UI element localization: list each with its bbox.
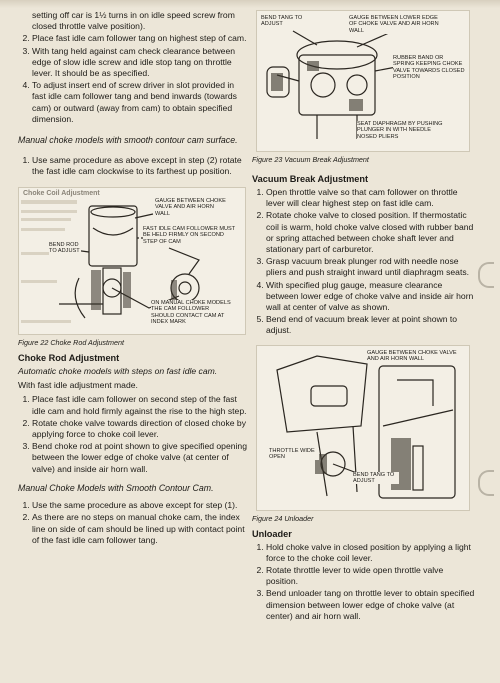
list-item: 2. Place fast idle cam follower tang on highest step of cam. [32,33,250,44]
choke-rod-heading: Choke Rod Adjustment [18,352,120,363]
unloader-steps [252,542,477,622]
faded-background-heading: Choke Coil Adjustment [23,189,100,197]
list-item: 1. Use the same procedure as above except for step (1). [32,500,250,511]
vacuum-break-heading: Vacuum Break Adjustment [252,174,369,184]
callout-gauge: GAUGE BETWEEN CHOKE VALVE AND AIR HORN WALL [367,350,467,363]
list-item: 4. To adjust insert end of screw driver in slot provided in fast idle cam follower tang and bend inwards (towards cam) or outward (away from cam) to obtain specified dimension. [32,80,250,125]
list-item: 3. Bend unloader tang on throttle lever to obtain specified dimension between lower edge of choke valve (at center) and air horn wall. [266,588,477,622]
figure-24 [256,345,470,511]
callout-manual-choke: ON MANUAL CHOKE MODELS THE CAM FOLLOWER SHOULD CONTACT CAM AT INDEX MARK [151,299,231,326]
manual-smooth-steps [18,500,250,546]
callout-gauge: GAUGE BETWEEN CHOKE VALVE AND AIR HORN WALL [155,197,226,217]
vacuum-break-steps [252,187,477,337]
list-item: 3. With tang held against cam check clearance between edge of slow idle screw and idle stop tang on throttle lever. It should be as specified. [32,46,250,80]
binder-hole-top [478,262,494,288]
callout-fast-idle: FAST IDLE CAM FOLLOWER MUST BE HELD FIRMLY ON SECOND STEP OF CAM [143,226,239,245]
right-column [252,10,477,623]
list-item: 1. Hold choke valve in closed position by applying a light force to the choke coil lever. [266,542,477,564]
callout-bend-tang: BEND TANG TO ADJUST [261,15,325,28]
callout-rubber-band: RUBBER BAND OR SPRING KEEPING CHOKE VALVE TOWARDS CLOSED POSITION [393,55,465,81]
choke-rod-subheading: Automatic choke models with steps on fast idle cam. [18,365,218,376]
figure-24-caption: Figure 24 Unloader [252,513,314,523]
choke-rod-steps [18,394,250,474]
callout-gauge: GAUGE BETWEEN LOWER EDGE OF CHOKE VALVE AND AIR HORN WALL [349,15,445,34]
list-item: 1. Open throttle valve so that cam follower on throttle lever will clear highest step on fast idle cam. [266,187,477,209]
list-item: 2. Rotate choke valve to closed position. If thermostatic coil is warm, hold choke valve closed with rubber band or spring attached between choke shaft lever and stationary part of carburetor. [266,210,477,255]
manual-smooth-heading: Manual Choke Models with Smooth Contour Cam. [18,482,214,493]
fast-idle-steps [18,33,250,125]
list-item-continuation: setting off car is 1½ turns in on idle speed screw from closed throttle valve position). [32,10,235,32]
left-column [18,10,250,547]
list-item: 1. Use same procedure as above except in step (2) rotate the fast idle cam clockwise to its farthest up position. [32,155,250,177]
unloader-illustration [257,346,469,510]
figure-22 [18,187,246,335]
list-item: 3. Bend choke rod at point shown to give specified opening between the lower edge of choke valve (at center of valve) and inside air horn wall. [32,441,250,475]
list-item: 2. Rotate choke valve towards direction of closed choke by applying force to choke coil lever. [32,418,250,440]
binder-hole-bottom [478,470,494,496]
callout-bend-tang: BEND TANG TO ADJUST [353,472,399,485]
figure-22-caption: Figure 22 Choke Rod Adjustment [18,337,125,347]
section-subheading: Manual choke models with smooth contour cam surface. [18,135,238,146]
manual-choke-steps [18,155,250,177]
choke-rod-intro: With fast idle adjustment made. [18,380,138,391]
list-item: 2. As there are no steps on manual choke cam, the index line on side of cam should be lined up with contact point of the fast idle cam follower tang. [32,512,250,546]
figure-23-caption: Figure 23 Vacuum Break Adjustment [252,155,369,164]
callout-bend-rod: BEND ROD TO ADJUST [49,241,80,255]
list-item: 4. With specified plug gauge, measure clearance between lower edge of choke valve and inside air horn wall at center of valve as shown. [266,280,477,314]
callout-seat: SEAT DIAPHRAGM BY PUSHING PLUNGER IN WITH NEEDLE NOSED PLIERS [357,121,447,140]
figure-23 [256,10,470,152]
unloader-heading: Unloader [252,528,292,539]
page-header-strip [0,0,500,8]
callout-throttle: THROTTLE WIDE OPEN [269,448,319,461]
list-item: 5. Bend end of vacuum break lever at point shown to adjust. [266,314,477,336]
list-item: 3. Grasp vacuum break plunger rod with needle nose pliers and push straight inward until diaphragm seats. [266,256,477,278]
list-item: 2. Rotate throttle lever to wide open throttle valve position. [266,565,477,587]
list-item: 1. Place fast idle cam follower on second step of the fast idle cam and hold firmly against the rise to the high step. [32,394,250,416]
